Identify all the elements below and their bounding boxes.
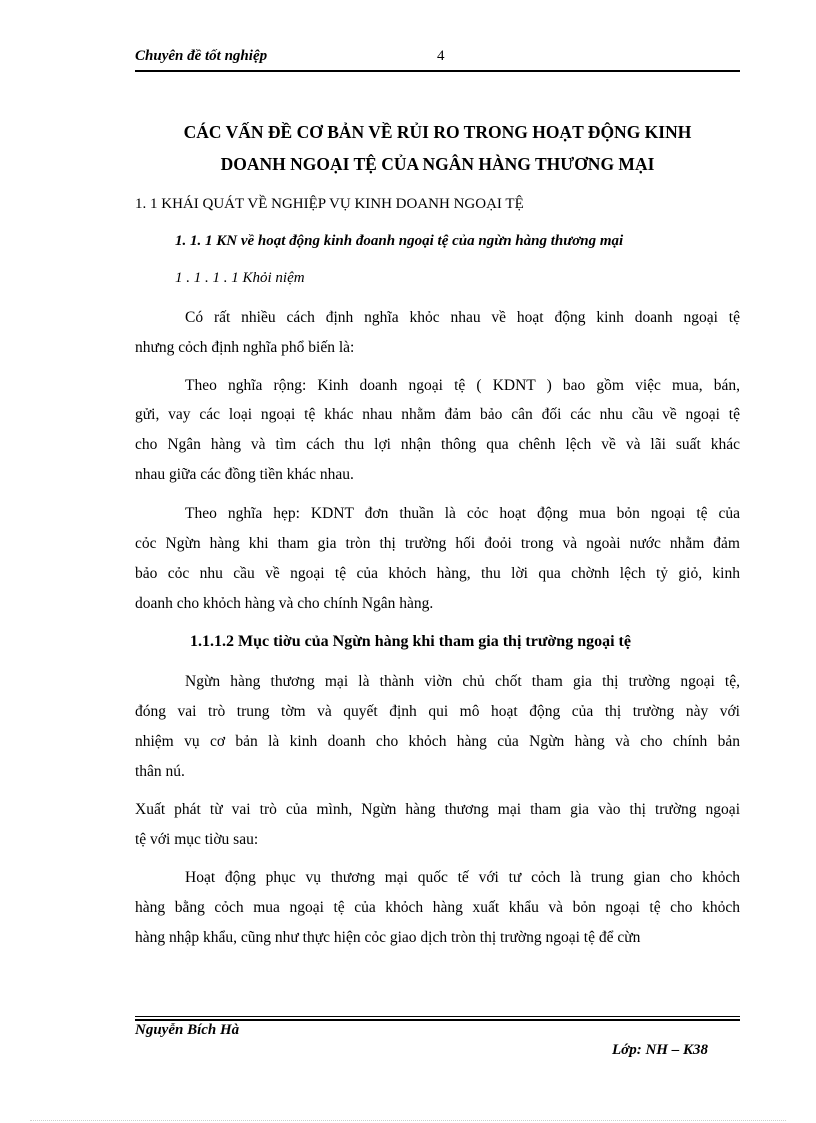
paragraph-2-line-4: nhau giữa các đồng tiền khác nhau. xyxy=(135,466,354,483)
footer-rule-thick xyxy=(135,1019,740,1021)
paragraph-3-line-3: bảo cỏc nhu cầu về ngoại tệ của khỏch hàng, thu lời qua chờnh lệch tỷ giỏ, kinh xyxy=(135,565,740,582)
paragraph-3-line-4: doanh cho khỏch hàng và cho chính Ngân hàng. xyxy=(135,595,434,612)
paragraph-3-line-1: Theo nghĩa hẹp: KDNT đơn thuần là cỏc hoạt động mua bỏn ngoại tệ của xyxy=(185,505,740,522)
paragraph-4-line-2: đóng vai trò trung tờm và quyết định qui mô hoạt động của thị trường này với xyxy=(135,703,740,720)
paragraph-2-line-2: gửi, vay các loại ngoại tệ khác nhau nhằm đảm bảo cân đối các nhu cầu về ngoại tệ xyxy=(135,406,740,423)
paragraph-2-line-1: Theo nghĩa rộng: Kinh doanh ngoại tệ ( KDNT ) bao gồm việc mua, bán, xyxy=(185,377,740,394)
paragraph-2-line-3: cho Ngân hàng và tìm cách thu lợi nhận thông qua chênh lệch về và lãi suất khác xyxy=(135,436,740,453)
footer-rule-thin xyxy=(135,1016,740,1017)
chapter-title-line-2: DOANH NGOẠI TỆ CỦA NGÂN HÀNG THƯƠNG MẠI xyxy=(220,154,655,174)
page-bottom-dotted-line xyxy=(30,1120,786,1121)
paragraph-5-line-1: Xuất phát từ vai trò của mình, Ngừn hàng thương mại tham gia vào thị trường ngoại xyxy=(135,801,740,818)
page-header xyxy=(135,48,740,70)
paragraph-4-line-3: nhiệm vụ cơ bản là kinh doanh cho khỏch hàng của Ngừn hàng và cho chính bản xyxy=(135,733,740,750)
paragraph-6-line-3: hàng nhập khẩu, cũng như thực hiện cỏc giao dịch tròn thị trường ngoại tệ để cừn xyxy=(135,929,641,946)
section-heading-1-1-1: 1. 1. 1 KN về hoạt động kinh đoanh ngoại tệ của ngừn hàng thương mại xyxy=(175,233,624,249)
paragraph-6-line-2: hàng bằng cỏch mua ngoại tệ của khỏch hàng xuất khẩu và bỏn ngoại tệ cho khỏch xyxy=(135,899,740,916)
paragraph-5-line-2: tệ với mục tiờu sau: xyxy=(135,831,259,848)
paragraph-3-line-2: cỏc Ngừn hàng khi tham gia tròn thị trường hối đoỏi trong và ngoài nước nhằm đảm xyxy=(135,535,740,552)
section-heading-1-1-1-2: 1.1.1.2 Mục tiờu của Ngừn hàng khi tham gia thị trường ngoại tệ xyxy=(190,633,631,650)
chapter-title-line-1: CÁC VẤN ĐỀ CƠ BẢN VỀ RỦI RO TRONG HOẠT ĐỘNG KINH xyxy=(183,122,692,142)
section-heading-1-1-1-1: 1 . 1 . 1 . 1 Khỏi niệm xyxy=(175,270,305,286)
section-heading-1-1: 1. 1 KHÁI QUÁT VỀ NGHIỆP VỤ KINH DOANH NGOẠI TỆ xyxy=(135,196,524,212)
header-rule xyxy=(135,70,740,72)
header-title: Chuyên đề tốt nghiệp xyxy=(135,48,268,64)
page-number: 4 xyxy=(437,48,445,64)
paragraph-1-line-2: nhưng cỏch định nghĩa phổ biến là: xyxy=(135,339,355,356)
footer-class: Lớp: NH – K38 xyxy=(612,1042,708,1058)
paragraph-6-line-1: Hoạt động phục vụ thương mại quốc tế với tư cỏch là trung gian cho khỏch xyxy=(185,869,740,886)
paragraph-1-line-1: Có rất nhiều cách định nghĩa khỏc nhau về hoạt động kinh doanh ngoại tệ xyxy=(185,309,740,326)
paragraph-4-line-4: thân nú. xyxy=(135,763,185,780)
paragraph-4-line-1: Ngừn hàng thương mại là thành viờn chủ chốt tham gia thị trường ngoại tệ, xyxy=(185,673,740,690)
footer-author: Nguyễn Bích Hà xyxy=(135,1022,240,1038)
